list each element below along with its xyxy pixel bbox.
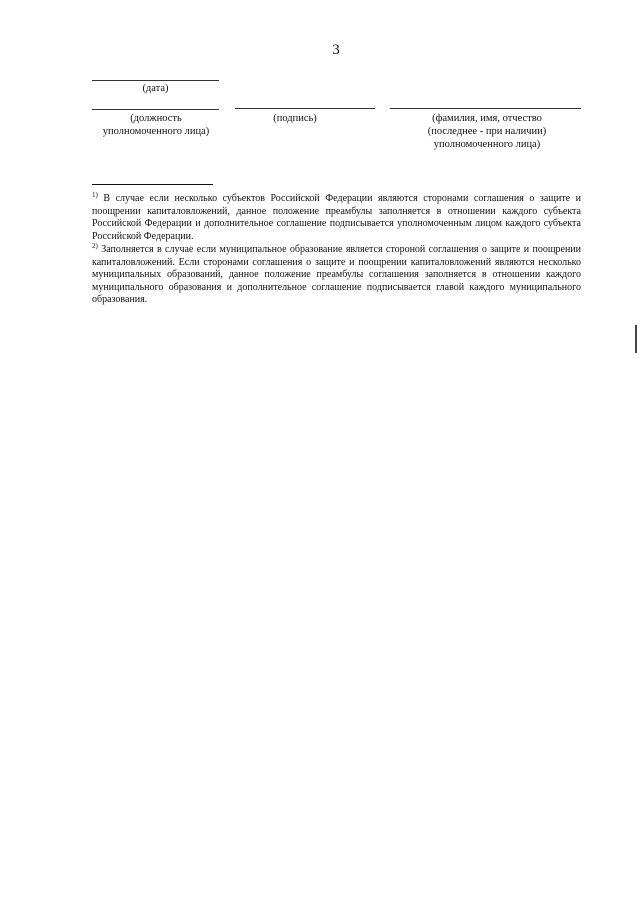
footnote-2-mark: 2) (92, 242, 98, 250)
footnote-1 (92, 193, 581, 243)
position-label: (должность уполномоченного лица) (102, 113, 210, 137)
signature-line (235, 108, 375, 109)
footnote-2 (92, 244, 581, 307)
scan-edge-mark (635, 325, 637, 353)
footnote-separator (92, 184, 213, 185)
signature-label: (подпись) (273, 113, 317, 124)
name-label: (фамилия, имя, отчество (последнее - при наличии) уполномоченного лица) (427, 113, 547, 150)
page-number: 3 (332, 42, 340, 58)
footnote-1-text: В случае если несколько субъектов Российской Федерации являются сторонами соглашения о защите и поощрении капиталовложений, данное положение преамбулы заполняется в отношении каждого субъекта Российской Федерации и дополнительное соглашение подписывается уполномоченным лицом каждого субъекта Российской Федерации. (92, 193, 582, 242)
footnote-2-text: Заполняется в случае если муниципальное образование является стороной соглашения о защите и поощрении капиталовложений. Если сторонами соглашения о защите и поощрении капиталовложений являются несколько муниципальных образований, данное положение преамбулы соглашения заполняется в отношении каждого муниципального образования и дополнительное соглашение подписывается главой каждого муниципального образования. (92, 244, 582, 306)
position-line (92, 109, 219, 110)
date-line (92, 80, 219, 81)
date-label: (дата) (142, 83, 169, 94)
footnote-1-mark: 1) (92, 191, 98, 199)
name-line (390, 108, 581, 109)
